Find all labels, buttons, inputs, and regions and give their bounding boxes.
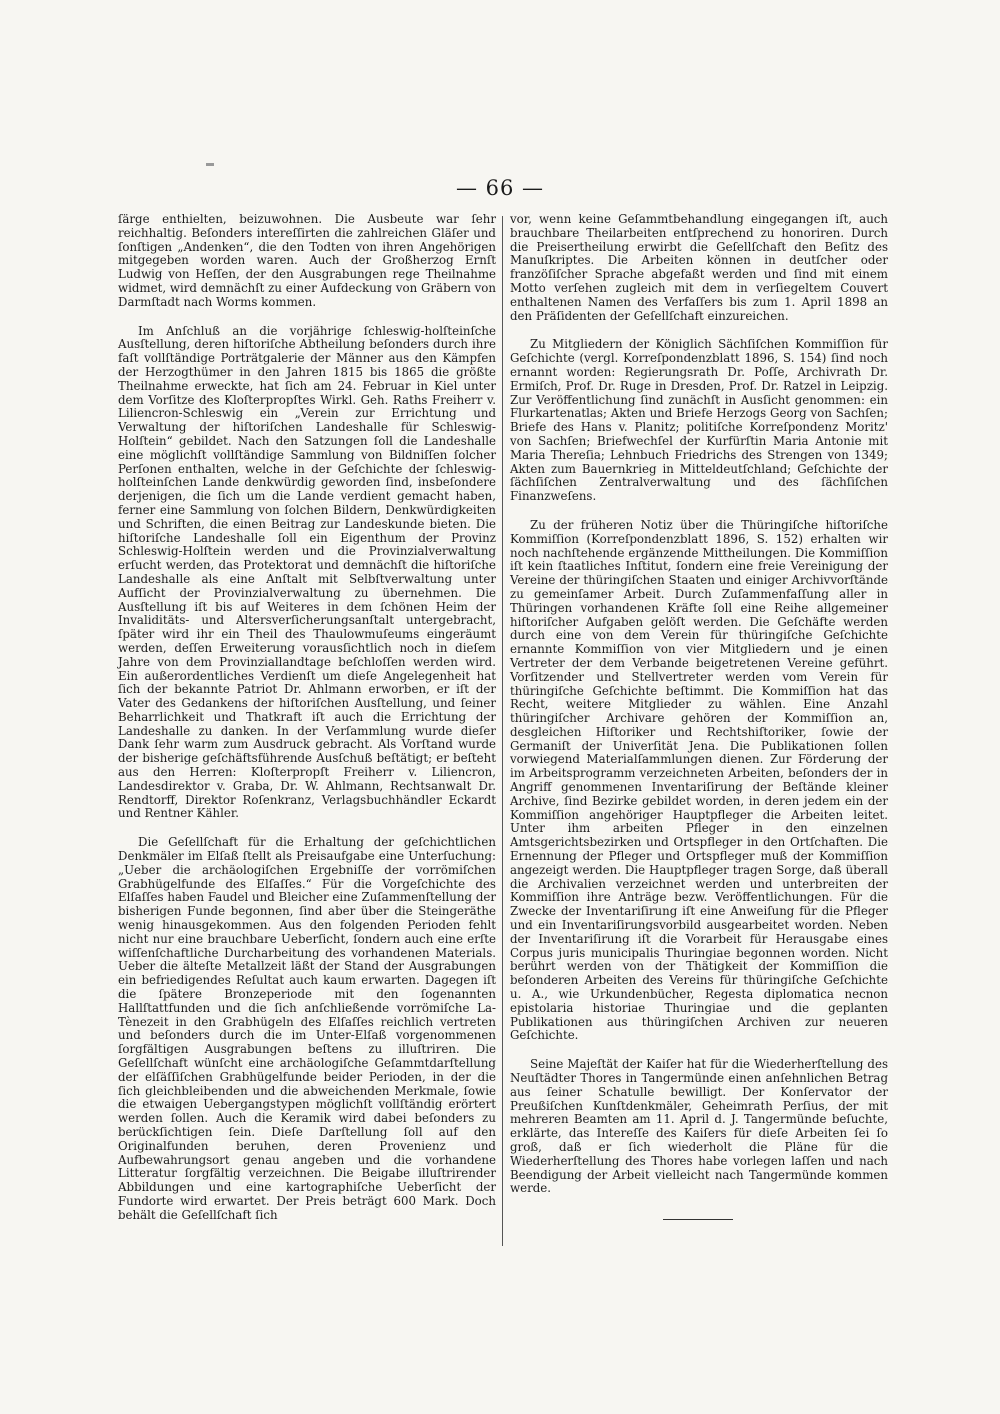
end-rule: [663, 1219, 733, 1220]
column-divider: [502, 216, 503, 1246]
right-column: [510, 213, 888, 1211]
page-number: — 66 —: [455, 176, 545, 200]
paragraph-schleswig-holstein-landeshalle: Im Anſchluß an die vorjährige ſchleswig-holſteinſche Ausſtellung, deren hiſtoriſche Abtheilung beſonders durch ihre faſt vollſtändige Porträtgalerie der Männer aus den Kämpfen der Herzogthümer in den Jahren 1815 bis 1865 die größte Theilnahme erweckte, hat ſich am 24. Februar in Kiel unter dem Vorſitze des Kloſterpropſtes Wirkl. Geh. Raths Freiherr v. Liliencron-Schleswig ein „Verein zur Errichtung und Verwaltung der hiſtoriſchen Landeshalle für Schleswig-Holſtein“ gebildet. Nach den Satzungen ſoll die Landeshalle eine möglichſt vollſtändige Sammlung von Bildniſſen ſolcher Perſonen enthalten, welche in der Geſchichte der ſchleswig-holſteinſchen Lande denkwürdig geworden ſind, insbeſondere derjenigen, die ſich um die Lande verdient gemacht haben, ferner eine Sammlung von ſolchen Bildern, Denkwürdigkeiten und Schriften, die einen Beitrag zur Landeskunde bieten. Die hiſtoriſche Landeshalle ſoll ein Eigenthum der Provinz Schleswig-Holſtein werden und die Provinzialverwaltung erſucht werden, das Protektorat und demnächſt die hiſtoriſche Landeshalle als eine Anſtalt mit Selbſtverwaltung unter Aufſicht der Provinzialverwaltung zu übernehmen. Die Ausſtellung iſt bis auf Weiteres in dem ſchönen Heim der Invaliditäts- und Altersverſicherungsanſtalt untergebracht, ſpäter wird ihr ein Theil des Thaulowmuſeums eingeräumt werden, deſſen Erweiterung vorausſichtlich noch in dieſem Jahre von dem Provinziallandtage beſchloſſen werden wird. Ein außerordentliches Verdienſt um dieſe Angelegenheit hat ſich der bekannte Patriot Dr. Ahlmann erworben, er iſt der Vater des Gedankens der hiſtoriſchen Ausſtellung, und ſeiner Beharrlichkeit und Thatkraft iſt auch die Errichtung der Landeshalle zu danken. In der Verſammlung wurde dieſer Dank ſehr warm zum Ausdruck gebracht. Als Vorſtand wurde der bisherige geſchäftsführende Ausſchuß beſtätigt; er beſteht aus den Herren: Kloſterpropſt Freiherr v. Liliencron, Landesdirektor v. Graba, Dr. W. Ahlmann, Rechtsanwalt Dr. Rendtorff, Direktor Roſenkranz, Verlagsbuchhändler Eckardt und Rentner Kähler.: [118, 323, 496, 821]
paragraph-preis-conditions: vor, wenn keine Geſammtbehandlung eingegangen iſt, auch brauchbare Theilarbeiten entſprechend zu honoriren. Durch die Preisertheilung erwirbt die Geſellſchaft den Beſitz des Manuſkriptes. Die Arbeiten können in deutſcher oder franzöſiſcher Sprache abgefaßt werden und ſind mit einem Motto verſehen zugleich mit dem in verſiegeltem Couvert enthaltenen Namen des Verfaſſers bis zum 1. April 1898 an den Präſidenten der Geſellſchaft einzureichen.: [510, 212, 888, 323]
paragraph-saechsische-kommission: Zu Mitgliedern der Königlich Sächſiſchen Kommiſſion für Geſchichte (vergl. Korreſpondenzblatt 1896, S. 154) ſind noch ernannt worden: Regierungsrath Dr. Poſſe, Archivrath Dr. Ermiſch, Prof. Dr. Ruge in Dresden, Prof. Dr. Ratzel in Leipzig. Zur Veröffentlichung ſind zunächſt in Ausſicht genommen: ein Flurkartenatlas; Akten und Briefe Herzogs Georg von Sachſen; Briefe des Hans v. Planitz; politiſche Korreſpondenz Moritz' von Sachſen; Briefwechſel der Kurfürſtin Maria Antonie mit Maria Thereſia; Lehnbuch Friedrichs des Strengen von 1349; Akten zum Bauernkrieg in Mitteldeutſchland; Geſchichte der ſächſiſchen Zentralverwaltung und des ſächſiſchen Finanzweſens.: [510, 337, 888, 504]
paragraph-excavation-worms: ſärge enthielten, beizuwohnen. Die Ausbeute war ſehr reichhaltig. Beſonders intereſſirten die zahlreichen Gläſer und ſonſtigen „Andenken“, die den Todten von ihren Angehörigen mitgegeben worden waren. Auch der Großherzog Ernſt Ludwig von Heſſen, der den Ausgrabungen rege Theilnahme widmet, wird demnächſt zu einer Aufdeckung von Gräbern von Darmſtadt nach Worms kommen.: [118, 212, 496, 309]
paragraph-tangermuende-thor: Seine Majeſtät der Kaiſer hat für die Wiederherſtellung des Neuſtädter Thores in Tangermünde einen anſehnlichen Betrag aus ſeiner Schatulle bewilligt. Der Konſervator der Preußiſchen Kunſtdenkmäler, Geheimrath Perſius, der mit mehreren Beamten am 11. April d. J. Tangermünde beſuchte, erklärte, das Intereſſe des Kaiſers für dieſe Arbeiten ſei ſo groß, daß er ſich wiederholt die Pläne für die Wiederherſtellung des Thores habe vorlegen laſſen und nach Beendigung der Arbeit vielleicht nach Tangermünde kommen werde.: [510, 1057, 888, 1196]
paragraph-thueringische-kommission: Zu der früheren Notiz über die Thüringiſche hiſtoriſche Kommiſſion (Korreſpondenzblatt 1896, S. 152) erhalten wir noch nachſtehende ergänzende Mittheilungen. Die Kommiſſion iſt kein ſtaatliches Inſtitut, ſondern eine freie Vereinigung der Vereine der thüringiſchen Staaten und einiger Archivvorſtände zu gemeinſamer Arbeit. Durch Zuſammenfaſſung aller in Thüringen vorhandenen Kräfte ſoll eine Reihe allgemeiner hiſtoriſcher Aufgaben gelöſt werden. Die Geſchäfte werden durch eine von dem Verein für thüringiſche Geſchichte ernannte Kommiſſion von vier Mitgliedern und je einen Vertreter der dem Verbande beigetretenen Vereine geführt. Vorſitzender und Stellvertreter werden vom Verein für thüringiſche Geſchichte beſtimmt. Die Kommiſſion hat das Recht, weitere Mitglieder zu wählen. Eine Anzahl thüringiſcher Archivare gehören der Kommiſſion an, desgleichen Hiſtoriker und Rechtshiſtoriker, ſowie der Germaniſt der Univerſität Jena. Die Publikationen ſollen vorwiegend Materialſammlungen dienen. Zur Förderung der im Arbeitsprogramm verzeichneten Arbeiten, beſonders der in Angriff genommenen Inventariſirung der Beſtände kleiner Archive, ſind Bezirke gebildet worden, in deren jedem ein der Kommiſſion angehöriger Hauptpfleger die Arbeiten leitet. Unter ihm arbeiten Pfleger in den einzelnen Amtsgerichtsbezirken und Ortspfleger in den Ortſchaften. Die Ernennung der Pfleger und Ortspfleger muß der Kommiſſion angezeigt werden. Die Hauptpfleger tragen Sorge, daß überall die Archivalien verzeichnet werden und unterbreiten der Kommiſſion ihre Anträge bezw. Veröffentlichungen. Für die Zwecke der Inventariſirung iſt eine Anweiſung für die Pfleger und ein Inventariſirungsvorbild ausgearbeitet worden. Neben der Inventariſirung iſt die Vorarbeit für Herausgabe eines Corpus juris municipalis Thuringiae begonnen worden. Nicht berührt werden von der Thätigkeit der Kommiſſion die beſonderen Arbeiten des Vereins für thüringiſche Geſchichte u. A., wie Urkundenbücher, Regesta diplomatica necnon epistolaria historiae Thuringiae und die geplanten Publikationen aus thüringiſchen Archiven zur neueren Geſchichte.: [510, 517, 888, 1043]
left-column: [118, 213, 496, 1238]
ink-smudge: [206, 163, 214, 166]
paragraph-elsass-preisaufgabe: Die Geſellſchaft für die Erhaltung der geſchichtlichen Denkmäler im Elſaß ſtellt als Preisaufgabe eine Unterſuchung: „Ueber die archäologiſchen Ergebniſſe der vorrömiſchen Grabhügelfunde des Elſaſſes.“ Für die Vorgeſchichte des Elſaſſes haben Faudel und Bleicher eine Zuſammenſtellung der bisherigen Funde begonnen, ſind aber über die Steingeräthe wenig hinausgekommen. Aus den folgenden Perioden fehlt nicht nur eine brauchbare Ueberſicht, ſondern auch eine erſte wiſſenſchaftliche Durcharbeitung des vorhandenen Materials. Ueber die älteſte Metallzeit läßt der Stand der Ausgrabungen ein befriedigendes Reſultat auch kaum erwarten. Dagegen iſt die ſpätere Bronzeperiode mit den ſogenannten Hallſtattfunden und die ſich anſchließende vorrömiſche La-Tènezeit in den Grabhügeln des Elſaſſes reichlich vertreten und beſonders durch die im Unter-Elſaß vorgenommenen ſorgfältigen Ausgrabungen beſtens zu illuſtriren. Die Geſellſchaft wünſcht eine archäologiſche Geſammtdarſtellung der elſäſſiſchen Grabhügelfunde beider Perioden, in der die ſich gleichbleibenden und die abweichenden Merkmale, ſowie die etwaigen Uebergangstypen möglichſt vollſtändig erörtert werden ſollen. Auch die Keramik wird dabei beſonders zu berückſichtigen ſein. Dieſe Darſtellung ſoll auf den Originalfunden beruhen, deren Provenienz und Aufbewahrungsort genau angeben und die vorhandene Litteratur ſorgfältig verzeichnen. Die Beigabe illuſtrirender Abbildungen und eine kartographiſche Ueberſicht der Fundorte wird erwartet. Der Preis beträgt 600 Mark. Doch behält die Geſellſchaft ſich: [118, 835, 496, 1222]
